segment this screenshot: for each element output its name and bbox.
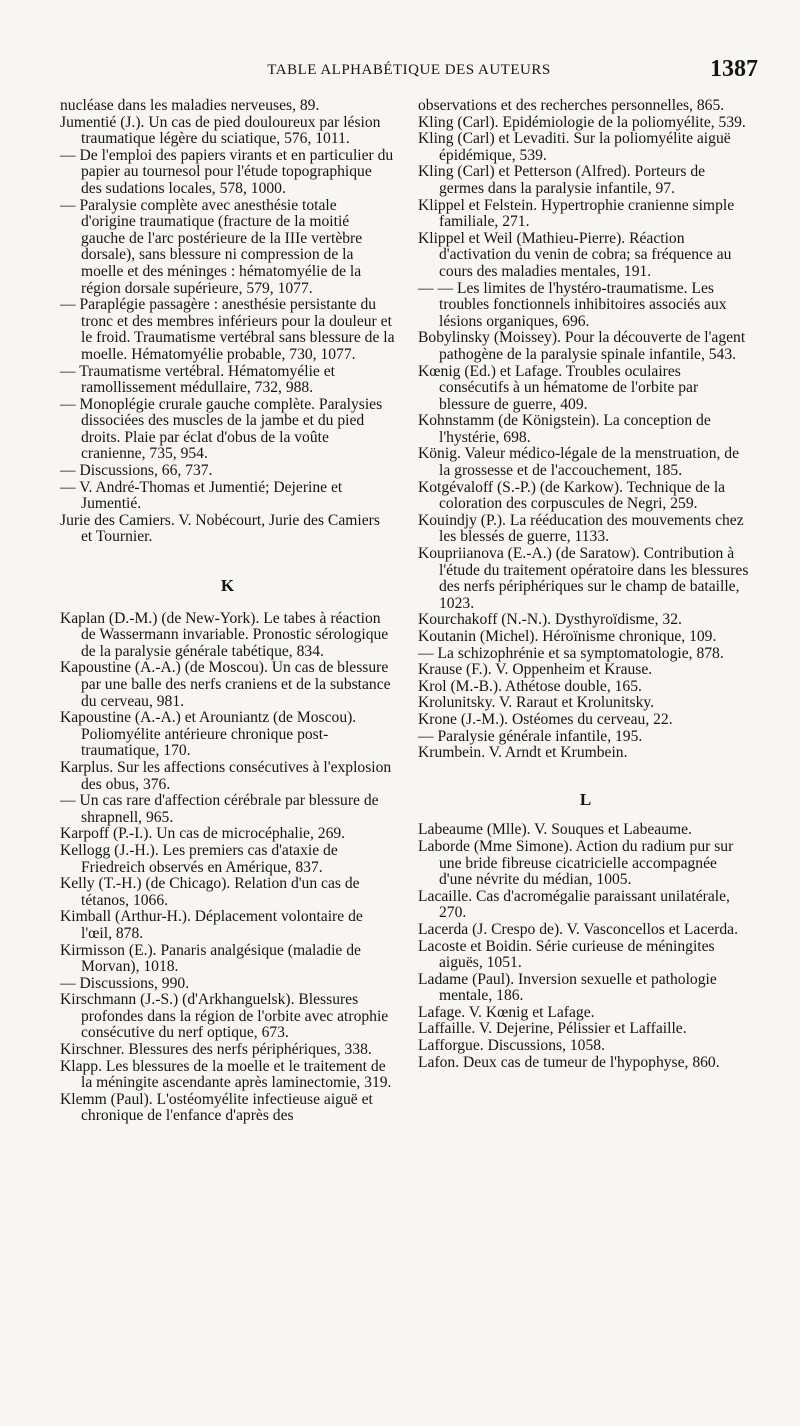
index-entry: Kohnstamm (de Königstein). La conception de l'hystérie, 698. <box>418 412 711 446</box>
index-entry: Lacaille. Cas d'acromégalie paraissant unilatérale, 270. <box>418 887 730 922</box>
index-entry: Krone (J.-M.). Ostéomes du cerveau, 22. <box>418 710 673 728</box>
index-entry: Kirmisson (E.). Panaris analgésique (maladie de Morvan), 1018. <box>60 941 361 976</box>
index-entry: Krol (M.-B.). Athétose double, 165. <box>418 677 642 695</box>
index-entry: Koupriianova (E.-A.) (de Saratow). Contribution à l'étude du traitement opératoire dans les blessures des nerfs périphériques sur le champ de bataille, 1023. <box>418 545 749 612</box>
index-entry: Karplus. Sur les affections consécutives à l'explosion des obus, 376. <box>60 758 392 793</box>
index-entry: Kirschmann (J.-S.) (d'Arkhanguelsk). Blessures profondes dans la région de l'orbite avec atrophie consécutive du nerf optique, 673. <box>60 991 389 1042</box>
index-entry: Kling (Carl) et Levaditi. Sur la poliomyélite aiguë épidémique, 539. <box>418 130 731 164</box>
index-entry: Kapoustine (A.-A.) (de Moscou). Un cas de blessure par une balle des nerfs craniens et de la substance du cerveau, 981. <box>60 659 391 710</box>
index-entry: Bobylinsky (Moissey). Pour la découverte de l'agent pathogène de la paralysie spinale infantile, 543. <box>418 329 746 363</box>
index-entry: Krause (F.). V. Oppenheim et Krause. <box>418 661 653 679</box>
index-entry: Kimball (Arthur-H.). Déplacement volontaire de l'œil, 878. <box>60 908 363 942</box>
index-entry: Karpoff (P.-I.). Un cas de microcéphalie, 269. <box>60 825 346 843</box>
right-column <box>418 98 753 1071</box>
index-entry: Lafage. V. Kœnig et Lafage. <box>418 1003 595 1021</box>
index-entry: Kœnig (Ed.) et Lafage. Troubles oculaires consécutifs à un hématome de l'orbite par blessure de guerre, 409. <box>418 362 699 413</box>
page-number: 1387 <box>710 56 758 82</box>
section-letter-k: K <box>220 576 235 596</box>
index-entry: Koutanin (Michel). Héroïnisme chronique, 109. <box>418 628 717 645</box>
index-entry: Kapoustine (A.-A.) et Arouniantz (de Moscou). Poliomyélite antérieure chronique post-traumatique, 170. <box>60 709 357 760</box>
index-entry: — La schizophrénie et sa symptomatologie, 878. <box>418 644 724 662</box>
index-entry: Klemm (Paul). L'ostéomyélite infectieuse aiguë et chronique de l'enfance d'après des <box>60 1090 373 1125</box>
index-entry: — Paralysie générale infantile, 195. <box>418 727 643 745</box>
index-entry: Labeaume (Mlle). V. Souques et Labeaume. <box>418 821 692 839</box>
index-entry: Kirschner. Blessures des nerfs périphériques, 338. <box>60 1041 372 1059</box>
index-entry: Kling (Carl). Epidémiologie de la poliomyélite, 539. <box>418 113 746 131</box>
index-entry: — Monoplégie crurale gauche complète. Paralysies dissociées des muscles de la jambe et du pied droits. Plaie par éclat d'obus de la voûte cranienne, 735, 954. <box>60 395 383 463</box>
index-entry: nucléase dans les maladies nerveuses, 89. <box>60 97 320 114</box>
index-entry: Klapp. Les blessures de la moelle et le traitement de la méningite ascendante après laminectomie, 319. <box>60 1057 392 1092</box>
index-entry: Lafforgue. Discussions, 1058. <box>418 1037 605 1055</box>
index-entry: Lacoste et Boidin. Série curieuse de méningites aiguës, 1051. <box>418 937 715 972</box>
index-entry: Ladame (Paul). Inversion sexuelle et pathologie mentale, 186. <box>418 970 717 1005</box>
index-entry: Kaplan (D.-M.) (de New-York). Le tabes à réaction de Wassermann invariable. Pronostic sérologique de la paralysie générale tabétique, 834. <box>60 609 389 660</box>
left-column <box>60 98 395 1125</box>
index-entry: — Discussions, 66, 737. <box>60 462 213 480</box>
index-entry: — Paraplégie passagère : anesthésie persistante du tronc et des membres inférieurs pour la douleur et le froid. Traumatisme vertébral sans blessure de la moelle. Hématomyélie probable, 730, 1077. <box>60 296 395 363</box>
index-entry: Kotgévaloff (S.-P.) (de Karkow). Technique de la coloration des corpuscules de Negri, 259. <box>418 478 726 513</box>
index-entry: Krumbein. V. Arndt et Krumbein. <box>418 744 628 762</box>
index-entry: Jurie des Camiers. V. Nobécourt, Jurie des Camiers et Tournier. <box>60 511 380 546</box>
index-entry: Kourchakoff (N.-N.). Dysthyroïdisme, 32. <box>418 611 682 629</box>
index-entry: Kelly (T.-H.) (de Chicago). Relation d'un cas de tétanos, 1066. <box>60 875 360 909</box>
index-entry: — — Les limites de l'hystéro-traumatisme. Les troubles fonctionnels inhibitoires associés aux lésions organiques, 696. <box>418 279 727 330</box>
index-entry: Kouindjy (P.). La rééducation des mouvements chez les blessés de guerre, 1133. <box>418 511 744 546</box>
index-entry: — De l'emploi des papiers virants et en particulier du papier au tournesol pour l'étude topographique des sudations locales, 578, 1000. <box>60 146 394 197</box>
index-entry: Kling (Carl) et Petterson (Alfred). Porteurs de germes dans la paralysie infantile, 97. <box>418 163 706 197</box>
index-entry: Lafon. Deux cas de tumeur de l'hypophyse, 860. <box>418 1053 720 1071</box>
index-entry: Jumentié (J.). Un cas de pied douloureux par lésion traumatique légère du sciatique, 576, 1011. <box>60 113 381 148</box>
index-entry: — Un cas rare d'affection cérébrale par blessure de shrapnell, 965. <box>60 792 379 826</box>
page-header <box>60 58 758 82</box>
index-entry: Lacerda (J. Crespo de). V. Vasconcellos et Lacerda. <box>418 920 738 938</box>
index-entry: — Traumatisme vertébral. Hématomyélie et ramollissement médullaire, 732, 988. <box>60 362 335 397</box>
index-entry: Laffaille. V. Dejerine, Pélissier et Laffaille. <box>418 1020 687 1038</box>
index-entry: Klippel et Felstein. Hypertrophie cranienne simple familiale, 271. <box>418 196 735 231</box>
index-entry: — V. André-Thomas et Jumentié; Dejerine et Jumentié. <box>60 478 343 513</box>
index-entry: — Discussions, 990. <box>60 974 190 992</box>
index-entry: Kellogg (J.-H.). Les premiers cas d'ataxie de Friedreich observés en Amérique, 837. <box>60 841 338 876</box>
index-entry: observations et des recherches personnelles, 865. <box>418 97 725 114</box>
index-entry: König. Valeur médico-légale de la menstruation, de la grossesse et de l'accouchement, 185. <box>418 445 740 480</box>
section-letter-l: L <box>579 789 592 809</box>
running-title: TABLE ALPHABÉTIQUE DES AUTEURS <box>267 62 551 78</box>
index-entry: — Paralysie complète avec anesthésie totale d'origine traumatique (fracture de la moitié gauche de l'arc postérieure de la IIIe vertèbre dorsale), sans blessure ni compression de la moelle et des méninges : hématomyélie de la région dorsale supérieure, 579, 1077. <box>60 196 363 297</box>
index-entry: Klippel et Weil (Mathieu-Pierre). Réaction d'activation du venin de cobra; sa fréquence au cours des maladies mentales, 191. <box>418 229 732 280</box>
index-entry: Krolunitsky. V. Raraut et Krolunitsky. <box>418 694 655 712</box>
index-entry: Laborde (Mme Simone). Action du radium pur sur une bride fibreuse cicatricielle accompagnée d'une névrite du médian, 1005. <box>418 837 734 889</box>
